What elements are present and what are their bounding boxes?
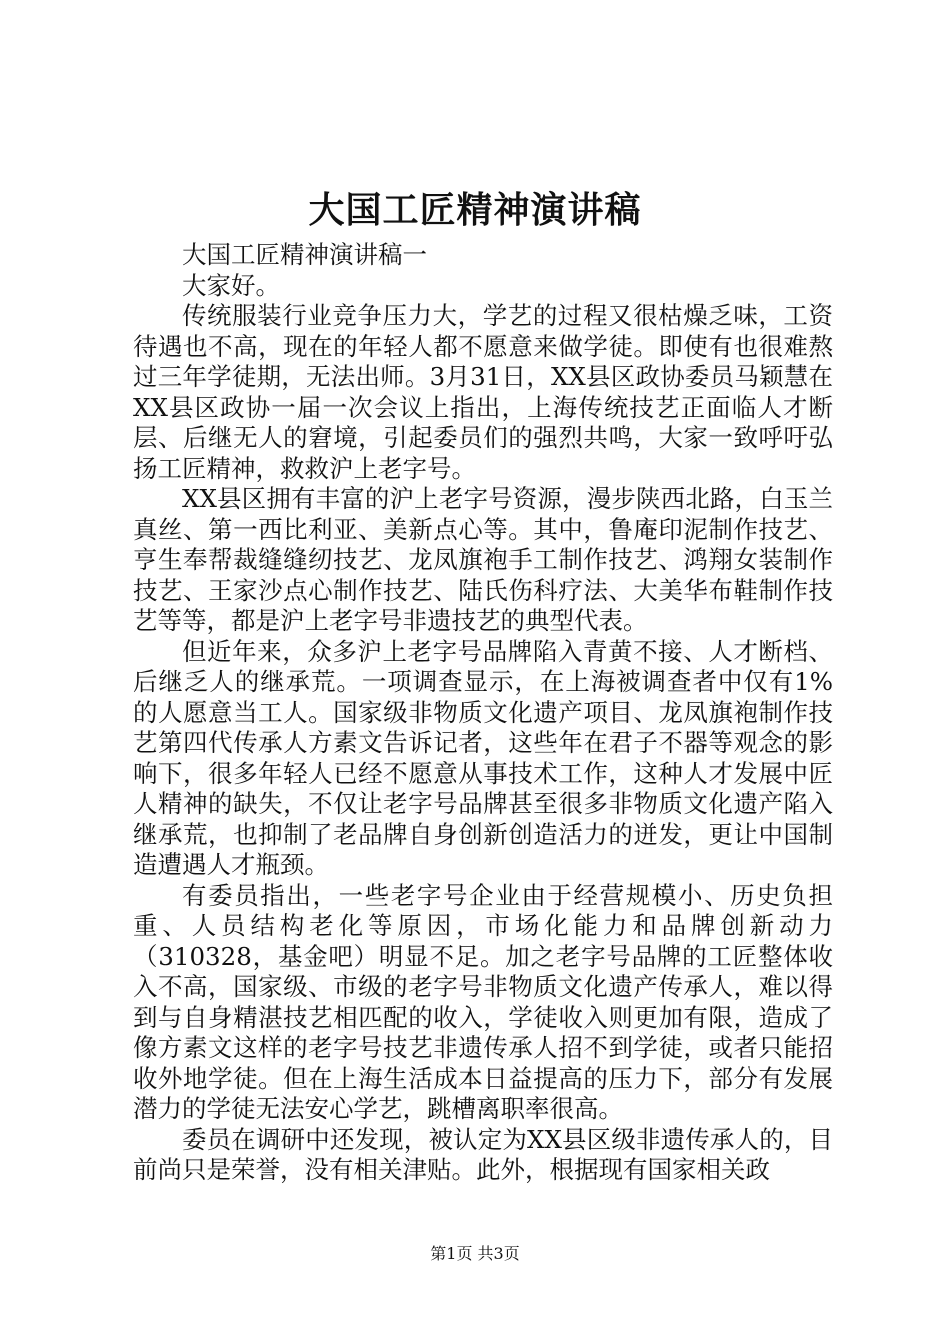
paragraph: 委员在调研中还发现，被认定为XX县区级非遗传承人的，目前尚只是荣誉，没有相关津贴。此外，根据现有国家相关政 <box>133 1124 833 1184</box>
document-body <box>133 240 833 1186</box>
document-title: 大国工匠精神演讲稿 <box>308 189 642 231</box>
page-footer: 第1页 共3页 <box>430 1244 520 1263</box>
paragraph: 有委员指出，一些老字号企业由于经营规模小、历史负担重、人员结构老化等原因，市场化能力和品牌创新动力（310328，基金吧）明显不足。加之老字号品牌的工匠整体收入不高，国家级、市级的老字号非物质文化遗产传承人，难以得到与自身精湛技艺相匹配的收入，学徒收入则更加有限，造成了像方素文这样的老字号技艺非遗传承人招不到学徒，或者只能招收外地学徒。但在上海生活成本日益提高的压力下，部分有发展潜力的学徒无法安心学艺，跳槽离职率很高。 <box>133 880 833 1123</box>
paragraph: XX县区拥有丰富的沪上老字号资源，漫步陕西北路，白玉兰真丝、第一西比利亚、美新点心等。其中，鲁庵印泥制作技艺、亨生奉帮裁缝缝纫技艺、龙凤旗袍手工制作技艺、鸿翔女装制作技艺、王家沙点心制作技艺、陆氏伤科疗法、大美华布鞋制作技艺等等，都是沪上老字号非遗技艺的典型代表。 <box>133 484 833 635</box>
paragraph: 传统服装行业竞争压力大，学艺的过程又很枯燥乏味，工资待遇也不高，现在的年轻人都不愿意来做学徒。即使有也很难熬过三年学徒期，无法出师。3月31日，XX县区政协委员马颖慧在XX县区政协一届一次会议上指出，上海传统技艺正面临人才断层、后继无人的窘境，引起委员们的强烈共鸣，大家一致呼吁弘扬工匠精神，救救沪上老字号。 <box>133 301 833 483</box>
paragraph: 但近年来，众多沪上老字号品牌陷入青黄不接、人才断档、后继乏人的继承荒。一项调查显示，在上海被调查者中仅有1%的人愿意当工人。国家级非物质文化遗产项目、龙凤旗袍制作技艺第四代传承人方素文告诉记者，这些年在君子不器等观念的影响下，很多年轻人已经不愿意从事技术工作，这种人才发展中匠人精神的缺失，不仅让老字号品牌甚至很多非物质文化遗产陷入继承荒，也抑制了老品牌自身创新创造活力的迸发，更让中国制造遭遇人才瓶颈。 <box>133 636 833 879</box>
paragraph-heading: 大国工匠精神演讲稿一 <box>182 240 427 269</box>
paragraph-greeting: 大家好。 <box>182 270 280 300</box>
